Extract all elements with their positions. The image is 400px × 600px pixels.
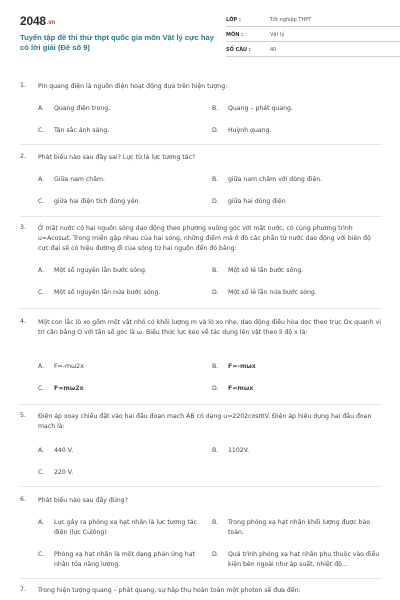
question-divider [20,216,382,217]
question-number: 1. [20,82,26,89]
option-b[interactable] [212,266,382,276]
option-d[interactable] [212,384,382,394]
logo-domain: .vn [46,20,55,26]
meta-label: SỐ CÂU : [226,47,251,53]
option-b[interactable] [212,104,382,114]
option-key: A. [38,267,45,274]
option-text: giữa hai điện tích đứng yên. [54,198,141,205]
option-a[interactable] [38,362,208,372]
option-c[interactable] [38,288,208,298]
meta-value: 40 [270,47,277,53]
option-text: Trong phóng xạ hạt nhân khối lượng được bảo toàn. [228,519,371,536]
option-text: Quá trình phóng xạ hạt nhân phụ thuộc vào điều kiện bên ngoài như áp suất, nhiệt độ... [228,551,380,568]
option-c[interactable] [38,384,208,394]
question-item [20,496,382,568]
option-key: C. [38,469,45,476]
option-key: A. [38,363,45,370]
option-key: A. [38,447,45,454]
question-text: Một con lắc lò xo gồm một vật nhỏ có khối lượng m và lò xo nhẹ, dao động điều hòa dọc theo trục Ox quanh vị trí cân bằng O với tần số góc là ω. Biểu thức lực kéo về tác dụng lên vật theo li độ x là: [38,319,381,336]
option-key: B. [212,267,219,274]
option-text: F=-mωx [228,363,256,370]
option-d[interactable] [212,126,382,136]
question-text: Ở mặt nước có hai nguồn sóng dao động theo phương vuông góc với mặt nước, có cùng phương trình u=Acosωt. Trong miền gặp nhau của hai sóng, những điểm mà ở đó các phần tử nước dao động với biên độ cực đại sẽ có hiệu đường đi của sóng từ hai nguồn đến đó bằng: [38,225,371,252]
question-number: 7. [20,586,26,593]
option-text: Lực gây ra phóng xạ hạt nhân là lực tương tác điện (lực Culông) [54,519,197,536]
option-key: C. [38,289,45,296]
option-key: D. [212,551,219,558]
option-a[interactable] [38,266,208,276]
question-divider [20,308,382,309]
question-item [20,318,382,392]
option-c[interactable] [38,468,208,478]
option-d[interactable] [212,288,382,298]
option-a[interactable] [38,446,208,456]
option-text: Một số lẻ lần bước sóng. [228,267,304,274]
meta-label: LỚP : [226,17,241,23]
document-title: Tuyển tập đề thi thử thpt quốc gia môn Vật lý cực hay có lời giải (Đề số 9) [20,33,214,52]
option-b[interactable] [212,518,382,538]
question-item [20,224,382,296]
question-text: Pin quang điện là nguồn điện hoạt động dựa trên hiện tượng: [38,83,228,90]
meta-row-class [226,14,400,27]
option-text: Huỳnh quang. [228,127,272,134]
option-key: C. [38,385,45,392]
option-key: D. [212,198,219,205]
option-d[interactable] [212,197,382,207]
option-key: A. [38,519,45,526]
question-divider [20,404,382,405]
question-item [20,586,382,596]
option-a[interactable] [38,175,208,185]
option-b[interactable] [212,362,382,372]
option-a[interactable] [38,518,208,538]
option-key: A. [38,105,45,112]
option-c[interactable] [38,197,208,207]
question-item [20,153,382,205]
option-c[interactable] [38,550,208,570]
question-text: Điện áp xoay chiều đặt vào hai đầu đoạn mạch AB có dạng u=2202cosπtV. Điện áp hiệu dụng hai đầu đoạn mạch là: [38,413,372,430]
question-number: 3. [20,224,26,231]
question-text: Phát biểu nào sau đây sai? Lực từ là lực tương tác? [38,154,196,161]
option-text: Giữa nam châm. [54,176,106,183]
site-logo[interactable] [20,14,55,28]
document-meta [226,14,400,59]
question-number: 5. [20,412,26,419]
option-b[interactable] [212,175,382,185]
option-text: F=-mω2x [54,363,84,370]
option-text: 220 V. [54,469,74,476]
option-key: D. [212,127,219,134]
option-text: F=mω2x [54,385,84,392]
option-text: Một số nguyên lần nửa bước sóng. [54,289,161,296]
option-text: Tán sắc ánh sáng. [54,127,110,134]
question-item [20,412,382,476]
question-divider [20,486,382,487]
question-divider [20,144,382,145]
question-text: Trong hiện tượng quang – phát quang, sự hấp thụ hoàn toàn một photon sẽ đưa đến: [38,587,301,594]
meta-row-count [226,44,400,57]
meta-value: Tốt nghiệp THPT [270,17,312,23]
question-number: 6. [20,496,26,503]
option-text: Phóng xạ hạt nhân là một dạng phản ứng hạt nhân tỏa năng lượng. [54,551,195,568]
option-b[interactable] [212,446,382,456]
option-key: B. [212,447,219,454]
option-key: C. [38,551,45,558]
document-header [20,14,382,60]
option-c[interactable] [38,126,208,136]
question-item [20,82,382,134]
question-text: Phát biểu nào sau đây đúng? [38,497,128,504]
option-text: giữa hai dòng điện [228,198,286,205]
option-text: Một số lẻ lần nửa bước sóng. [228,289,317,296]
option-text: Quang điện trong. [54,105,111,112]
option-key: B. [212,105,219,112]
meta-row-subject [226,29,400,42]
option-key: C. [38,198,45,205]
option-text: F=mωx [228,385,254,392]
option-text: giữa nam châm với dòng điện. [228,176,323,183]
option-key: B. [212,519,219,526]
option-d[interactable] [212,550,382,570]
option-key: A. [38,176,45,183]
option-text: Quang – phát quang. [228,105,293,112]
question-number: 2. [20,153,26,160]
meta-value: Vật lý [270,32,285,38]
option-text: Một số nguyên lần bước sóng. [54,267,147,274]
option-text: 1102V. [228,447,250,454]
option-key: B. [212,363,219,370]
option-key: B. [212,176,219,183]
question-divider [20,578,382,579]
option-key: D. [212,289,219,296]
option-key: C. [38,127,45,134]
option-text: 440 V. [54,447,74,454]
logo-number: 2048 [20,14,46,28]
meta-label: MÔN : [226,32,244,38]
question-number: 4. [20,318,26,325]
option-key: D. [212,385,219,392]
option-a[interactable] [38,104,208,114]
